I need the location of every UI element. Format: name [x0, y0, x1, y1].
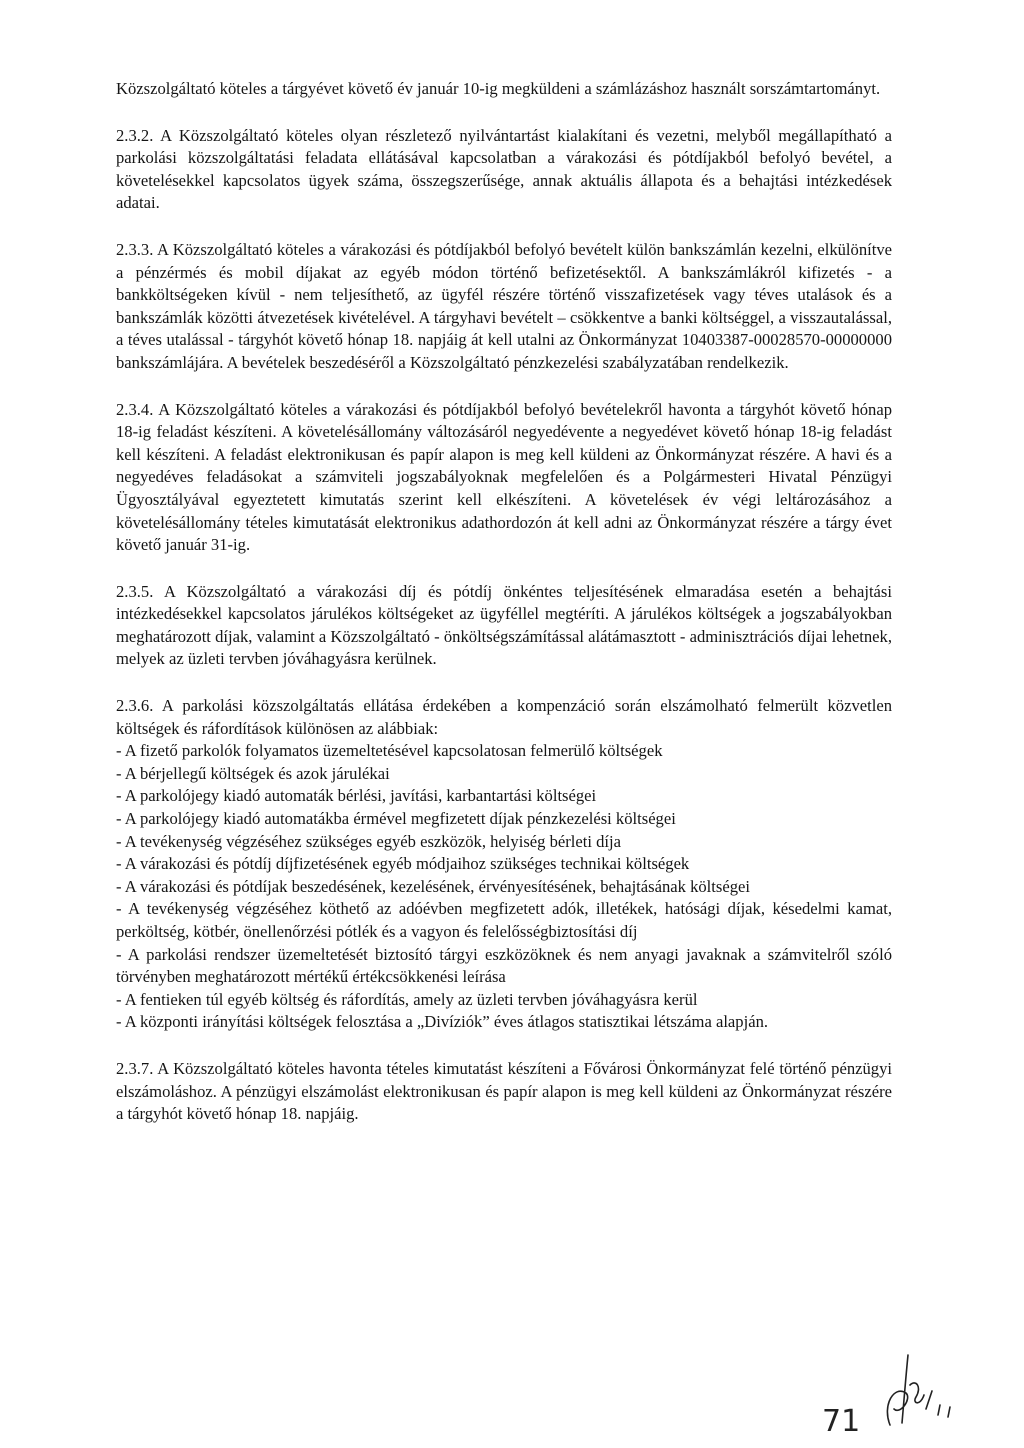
handwritten-page-number-and-initials	[820, 1345, 970, 1435]
list-item: - A bérjellegű költségek és azok járulékai	[116, 763, 390, 783]
section-2-3-4	[116, 399, 892, 557]
document-body	[116, 78, 892, 1150]
section-text: A parkolási közszolgáltatás ellátása érdekében a kompenzáció során elszámolható felmerült közvetlen költségek és ráfordítások különösen az alábbiak:	[116, 696, 892, 738]
section-text: A Közszolgáltató a várakozási díj és pótdíj önkéntes teljesítésének elmaradása esetén a behajtási intézkedésekkel kapcsolatos járulékos költségeket az ügyféllel megtéríti. A járulékos költségek a jogszabályokban meghatározott díjak, valamint a Közszolgáltató - önköltségszámítással alátámasztott - adminisztrációs díjai lehetnek, melyek az üzleti tervben jóváhagyásra kerülnek.	[116, 581, 892, 669]
section-2-3-2	[116, 125, 892, 215]
list-item: - A várakozási és pótdíj díjfizetésének egyéb módjaihoz szükséges technikai költségek	[116, 854, 690, 874]
section-text: A Közszolgáltató köteles havonta tételes kimutatást készíteni a Fővárosi Önkormányzat felé történő pénzügyi elszámoláshoz. A pénzügyi elszámolást elektronikusan és papír alapon is meg kell küldeni az Önkormányzat részére a tárgyhót követő hónap 18. napjáig.	[116, 1058, 892, 1124]
section-2-3-3	[116, 239, 892, 375]
list-item: - A parkolójegy kiadó automaták bérlési, javítási, karbantartási költségei	[116, 786, 597, 806]
section-2-3-5	[116, 581, 892, 671]
cost-list	[116, 740, 892, 1034]
section-text: A Közszolgáltató köteles olyan részletező nyilvántartást kialakítani és vezetni, melyből megállapítható a parkolási közszolgáltatási feladata ellátásával kapcsolatban a várakozási és pótdíjakból befolyó bevétel, a követelésekkel kapcsolatos ügyek száma, összegszerűsége, annak aktuális állapota és a behajtási intézkedések adatai.	[116, 125, 893, 213]
list-item: - A parkolási rendszer üzemeltetését biztosító tárgyi eszközöknek és nem anyagi javaknak a számvitelről szóló törvényben meghatározott mértékű értékcsökkenési leírása	[116, 944, 892, 987]
section-number: 2.3.2.	[116, 125, 154, 145]
list-item: - A fentieken túl egyéb költség és ráfordítás, amely az üzleti tervben jóváhagyásra kerül	[116, 989, 698, 1009]
section-text: A Közszolgáltató köteles a várakozási és pótdíjakból befolyó bevételt külön bankszámlán kezelni, elkülönítve a pénzérmés és mobil díjakat az egyéb módon történő befizetésektől. A bankszámlákról kifizetés - a bankköltségeken kívül - nem teljesíthető, az ügyfél részére történő visszafizetések vagy téves utalások és a bankszámlák közötti átvezetések kivételével. A tárgyhavi bevételt – csökkentve a banki költséggel, a visszautalással, a téves utalással - tárgyhót követő hónap 18. napjáig át kell utalni az Önkormányzat 10403387-00028570-00000000 bankszámlájára. A bevételek beszedéséről a Közszolgáltató pénzkezelési szabályzatában rendelkezik.	[116, 239, 893, 372]
list-item: - A parkolójegy kiadó automatákba érmével megfizetett díjak pénzkezelési költségei	[116, 809, 676, 829]
list-item: - A várakozási és pótdíjak beszedésének, kezelésének, érvényesítésének, behajtásának költségei	[116, 876, 750, 896]
section-2-3-7	[116, 1058, 892, 1126]
page-number: 71	[822, 1404, 861, 1435]
section-number: 2.3.7.	[116, 1058, 154, 1078]
list-item: - A tevékenység végzéséhez köthető az adóévben megfizetett adók, illetékek, hatósági díjak, késedelmi kamat, perköltség, kötbér, önellenőrzési pótlék és a vagyon és felelősségbiztosítási díj	[116, 899, 892, 941]
initials-icon	[887, 1355, 950, 1425]
section-text: A Közszolgáltató köteles a várakozási és pótdíjakból befolyó bevételekről havonta a tárgyhót követő hónap 18-ig feladást készíteni. A követelésállomány változásáról negyedévente a negyedévet követő hónap 18-ig feladást kell készíteni. A feladást elektronikusan és papír alapon is meg kell küldeni az Önkormányzat részére. A havi és a negyedéves feladásokat a számviteli jogszabályoknak megfelelően és a Polgármesteri Hivatal Pénzügyi Ügyosztályával egyeztetett kimutatás szerint kell elkészíteni. A követelések év végi leltározásához a követelésállomány tételes kimutatását elektronikus adathordozón át kell adni az Önkormányzat részére a tárgy évet követő január 31-ig.	[116, 399, 892, 555]
section-number: 2.3.3.	[116, 239, 154, 259]
list-item: - A fizető parkolók folyamatos üzemeltetésével kapcsolatosan felmerülő költségek	[116, 741, 663, 761]
section-number: 2.3.4.	[116, 399, 154, 419]
section-number: 2.3.6.	[116, 696, 154, 716]
list-item: - A tevékenység végzéséhez szükséges egyéb eszközök, helyiség bérleti díja	[116, 831, 621, 851]
list-item: - A központi irányítási költségek felosztása a „Divíziók” éves átlagos statisztikai létszáma alapján.	[116, 1012, 769, 1032]
intro-paragraph: Közszolgáltató köteles a tárgyévet követő év január 10-ig megküldeni a számlázáshoz használt sorszámtartományt.	[116, 79, 881, 98]
section-number: 2.3.5.	[116, 581, 154, 601]
section-2-3-6	[116, 695, 892, 740]
